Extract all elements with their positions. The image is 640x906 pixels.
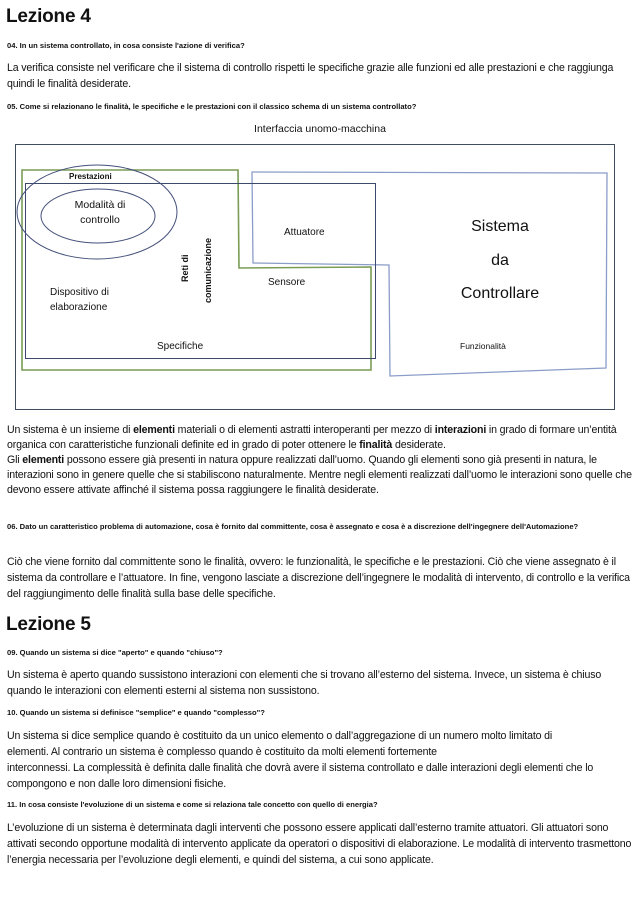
label-sensore: Sensore	[268, 277, 306, 288]
lesson-5-title: Lezione 5	[6, 614, 91, 635]
answer-05	[7, 423, 635, 498]
answer-10	[7, 728, 560, 760]
question-09: 09. Quando un sistema si dice "aperto" e quando "chiuso"?	[7, 648, 223, 657]
system-to-control-outline	[252, 172, 607, 376]
label-funzionalita: Funzionalità	[460, 341, 506, 351]
answer-04: La verifica consiste nel verificare che il sistema di controllo rispetti le specifiche grazie alle funzioni ed alle prestazioni e che raggiunga quindi le finalità desiderate.	[7, 62, 614, 90]
label-sistema-1: Sistema	[471, 218, 529, 235]
label-reti-1: Reti di	[180, 254, 190, 282]
label-dispositivo-1: Dispositivo di	[50, 287, 109, 298]
answer-11: L’evoluzione di un sistema è determinata dagli interventi che possono essere applicati dall’esterno tramite attuatori. Gli attuatori sono attivati secondo opportune modalità di intervento applicate da operatori o dispositivi di elaborazione. Le modalità di intervento trasmettono l’energia necessaria per l’evoluzione degli elementi, e quindi del sistema, a cui sono applicate.	[7, 822, 632, 866]
answer-10-cont	[7, 760, 635, 792]
answer-05-paragraph-2: Gli elementi possono essere già presenti in natura oppure realizzati dall’uomo. Quando gli elementi sono già presenti in natura, le interazioni sono in genere quelle che si stabiliscono naturalmente. Mentre negli elementi realizzati dall’uomo le interazioni sono quelle che devono essere attivate affinché il sistema possa raggiungere le finalità desiderate.	[7, 454, 632, 496]
label-modalita-2: controllo	[80, 214, 120, 226]
label-prestazioni: Prestazioni	[69, 172, 112, 181]
label-reti-2: comunicazione	[203, 237, 213, 303]
question-04: 04. In un sistema controllato, in cosa consiste l'azione di verifica?	[7, 41, 245, 50]
question-06: 06. Dato un caratteristico problema di automazione, cosa è fornito dal committente, cosa è assegnato e cosa è a discrezione dell'ingegnere dell'Automazione?	[7, 522, 579, 531]
answer-05-paragraph-1: Un sistema è un insieme di elementi materiali o di elementi astratti interoperanti per mezzo di interazioni in grado di formare un’entità organica con caratteristiche funzionali definite ed in grado di poter ottenere le finalità desiderate.	[7, 424, 617, 451]
label-sistema-2: da	[491, 252, 509, 269]
answer-09: Un sistema è aperto quando sussistono interazioni con elementi che si trovano all’esterno del sistema. Invece, un sistema è chiuso quando le interazioni con elementi esterni al sistema non sussistono.	[7, 669, 602, 697]
answer-10-line-1: Un sistema si dice semplice quando è costituito da un unico elemento o dall’aggregazione di un numero molto limitato di elementi. Al contrario un sistema è complesso quando è costituito da molti elementi fortemente	[7, 730, 553, 758]
question-10: 10. Quando un sistema si definisce "semplice" e quando "complesso"?	[7, 708, 265, 717]
label-dispositivo-2: elaborazione	[50, 302, 108, 313]
answer-10-line-2: interconnessi. La complessità è definita dalle finalità che dovrà avere il sistema controllato e dalle interazioni degli elementi che lo compongono e non dalle loro dimensioni fisiche.	[7, 762, 594, 790]
label-attuatore: Attuatore	[284, 227, 325, 238]
label-specifiche: Specifiche	[157, 341, 204, 352]
lesson-4-title: Lezione 4	[6, 6, 91, 27]
label-sistema-3: Controllare	[460, 285, 540, 302]
question-11: 11. In cosa consiste l'evoluzione di un sistema e come si relaziona tale concetto con quello di energia?	[7, 800, 378, 809]
answer-06: Ciò che viene fornito dal committente sono le finalità, ovvero: le funzionalità, le specifiche e le prestazioni. Ciò che viene assegnato è il sistema da controllare e l’attuatore. In fine, vengono lasciate a discrezione dell’ingegnere le modalità di intervento, di controllo e la verifica del raggiungimento delle finalità sulla base delle specifiche.	[7, 556, 630, 600]
question-05: 05. Come si relazionano le finalità, le specifiche e le prestazioni con il classico schema di un sistema controllato?	[7, 102, 417, 111]
label-modalita-1: Modalità di	[74, 199, 126, 211]
diagram-title: Interfaccia unomo-macchina	[254, 123, 386, 135]
controlled-system-diagram	[0, 140, 640, 415]
